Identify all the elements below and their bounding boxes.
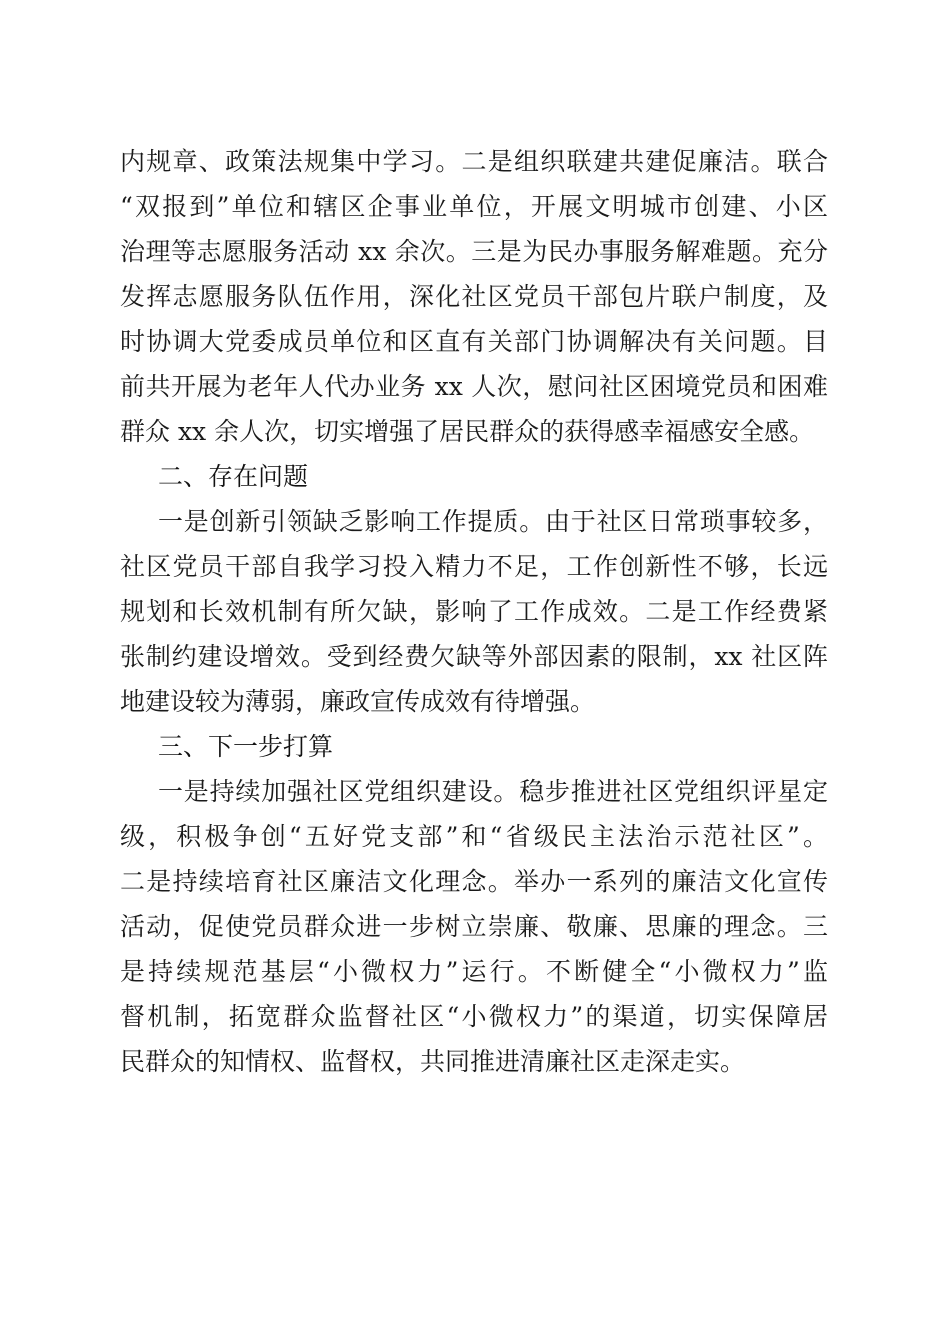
paragraph-line: 发挥志愿服务队伍作用，深化社区党员干部包片联户制度，及 — [120, 282, 828, 311]
paragraph-line: 张制约建设增效。受到经费欠缺等外部因素的限制，xx 社区阵 — [120, 642, 828, 671]
paragraph-line: 社区党员干部自我学习投入精力不足，工作创新性不够，长远 — [120, 552, 828, 581]
paragraph-line: 民群众的知情权、监督权，共同推进清廉社区走深走实。 — [120, 1047, 746, 1076]
paragraph-line: 内规章、政策法规集中学习。二是组织联建共建促廉洁。联合 — [120, 147, 828, 176]
paragraph-line: 是持续规范基层“小微权力”运行。不断健全“小微权力”监 — [120, 957, 828, 986]
paragraph-line: 地建设较为薄弱，廉政宣传成效有待增强。 — [120, 687, 596, 716]
paragraph-line: 前共开展为老年人代办业务 xx 人次，慰问社区困境党员和困难 — [120, 372, 828, 401]
paragraph-line: 活动，促使党员群众进一步树立崇廉、敬廉、思廉的理念。三 — [120, 912, 828, 941]
paragraph-line: 时协调大党委成员单位和区直有关部门协调解决有关问题。目 — [120, 327, 828, 356]
paragraph-line: 督机制，拓宽群众监督社区“小微权力”的渠道，切实保障居 — [120, 1002, 828, 1031]
paragraph-line: 一是持续加强社区党组织建设。稳步推进社区党组织评星定 — [158, 777, 828, 806]
paragraph-line: 级，积极争创“五好党支部”和“省级民主法治示范社区”。 — [120, 822, 828, 851]
section-heading-next-steps: 三、下一步打算 — [158, 732, 334, 761]
paragraph-line: 二是持续培育社区廉洁文化理念。举办一系列的廉洁文化宣传 — [120, 867, 828, 896]
section-heading-problems: 二、存在问题 — [158, 462, 309, 491]
paragraph-line: “双报到”单位和辖区企事业单位，开展文明城市创建、小区 — [120, 192, 828, 221]
paragraph-line: 一是创新引领缺乏影响工作提质。由于社区日常琐事较多， — [158, 507, 828, 536]
paragraph-line: 治理等志愿服务活动 xx 余次。三是为民办事服务解难题。充分 — [120, 237, 828, 266]
paragraph-line: 群众 xx 余人次，切实增强了居民群众的获得感幸福感安全感。 — [120, 417, 815, 446]
paragraph-line: 规划和长效机制有所欠缺，影响了工作成效。二是工作经费紧 — [120, 597, 828, 626]
